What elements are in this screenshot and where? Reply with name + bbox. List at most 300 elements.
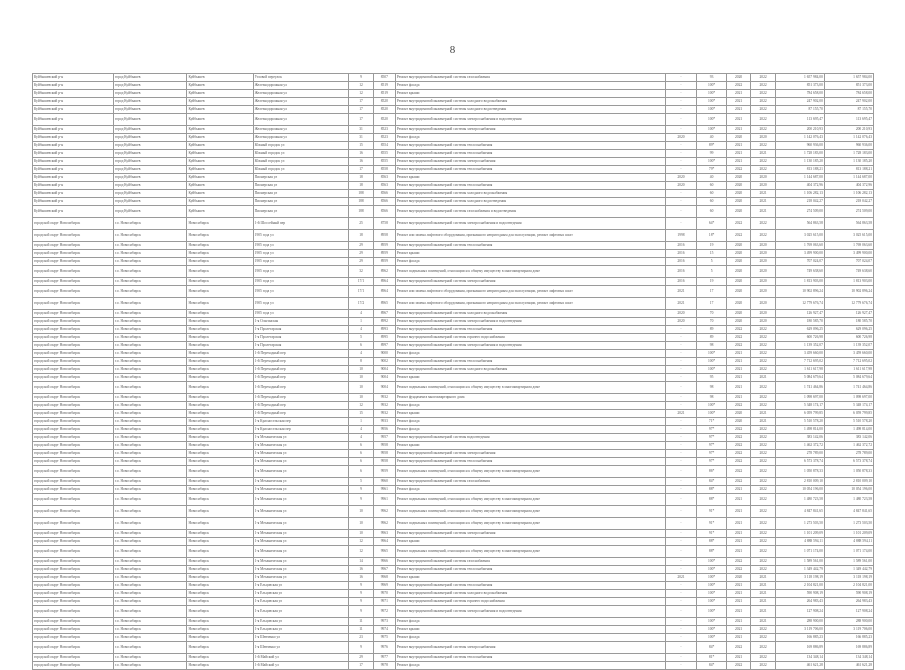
city-cell: Новосибирск [187,258,253,266]
municipality-cell: Куйбышевский р-н [33,142,114,150]
object-code-cell: 9961 [373,494,395,506]
city-cell: Новосибирск [187,434,253,442]
total-cost-cell: 10 902 896,24 [775,286,824,298]
city-cell: Новосибирск [187,618,253,626]
total-cost-cell: 3 119 706,00 [775,626,824,634]
settlement-cell: город Куйбышев [113,74,187,82]
municipality-cell: городской округ Новосибирск [33,310,114,318]
city-cell: Куйбышев [187,142,253,150]
house-number-cell: 5 [349,334,374,342]
work-type-cell: Ремонт подвальных помещений, относящихся к общему имуществу в многоквартирном доме [395,382,665,394]
municipality-cell: городской округ Новосибирск [33,634,114,642]
wear-percent-cell: 17 [697,286,726,298]
settlement-cell: г.о. Новосибирск [113,258,187,266]
municipality-cell: городской округ Новосибирск [33,654,114,662]
end-year-cell: 2022 [751,402,776,410]
commission-year-cell: - [665,518,697,530]
end-year-cell: 2021 [751,598,776,606]
municipality-cell: городской округ Новосибирск [33,518,114,530]
settlement-cell: г.о. Новосибирск [113,566,187,574]
street-cell: Железнодорожная ул [253,82,349,90]
street-cell: 1-я Механическая ул [253,450,349,458]
total-cost-cell: 1 657 984,00 [775,74,824,82]
municipality-cell: Куйбышевский р-н [33,158,114,166]
city-cell: Новосибирск [187,606,253,618]
end-year-cell: 2022 [751,142,776,150]
object-code-cell: 9962 [373,518,395,530]
house-number-cell: 29 [349,654,374,662]
end-year-cell: 2022 [751,654,776,662]
total-cost-cell: 6 573 378,74 [775,458,824,466]
table-row [33,74,874,82]
total-cost-cell: 288 900,00 [775,618,824,626]
total-cost-cell: 1 769 063,60 [775,242,824,250]
commission-year-cell: - [665,546,697,558]
house-number-cell: 17/1 [349,286,374,298]
municipality-cell: городской округ Новосибирск [33,266,114,278]
total-cost-cell: 2 104 821,00 [775,582,824,590]
fund-cost-cell: 12 779 676,74 [824,298,873,310]
settlement-cell: г.о. Новосибирск [113,394,187,402]
municipality-cell: городской округ Новосибирск [33,230,114,242]
house-number-cell: 9 [349,74,374,82]
commission-year-cell: - [665,418,697,426]
start-year-cell: 2022 [726,166,751,174]
house-number-cell: 12 [349,90,374,98]
commission-year-cell: - [665,598,697,606]
start-year-cell: 2021 [726,606,751,618]
end-year-cell: 2022 [751,394,776,402]
fund-cost-cell: 1 589 561,00 [824,558,873,566]
settlement-cell: город Куйбышев [113,126,187,134]
commission-year-cell: - [665,90,697,98]
object-code-cell: 9002 [373,358,395,366]
municipality-cell: городской округ Новосибирск [33,242,114,250]
table-row [33,374,874,382]
object-code-cell: 8959 [373,242,395,250]
work-type-cell: Ремонт внутридомовой инженерной системы теплоснабжения [395,150,665,158]
wear-percent-cell: 86* [697,466,726,478]
street-cell: 1-я Шевченко ул [253,634,349,642]
wear-percent-cell: 97* [697,442,726,450]
fund-cost-cell: 127 908,24 [824,606,873,618]
fund-cost-cell: 113 695,47 [824,114,873,126]
municipality-cell: городской округ Новосибирск [33,582,114,590]
house-number-cell: 17 [349,98,374,106]
street-cell: Угловой переулок [253,74,349,82]
total-cost-cell: 247 902,00 [775,98,824,106]
total-cost-cell: 784 658,00 [775,90,824,98]
page-number: 8 [449,44,456,56]
fund-cost-cell: 1 657 984,00 [824,74,873,82]
municipality-cell: Куйбышевский р-н [33,174,114,182]
commission-year-cell: - [665,618,697,626]
total-cost-cell: 264 983,43 [775,598,824,606]
table-row [33,626,874,634]
start-year-cell: 2021 [726,598,751,606]
end-year-cell: 2022 [751,530,776,538]
end-year-cell: 2022 [751,558,776,566]
commission-year-cell: - [665,98,697,106]
wear-percent-cell: 99 [697,150,726,158]
settlement-cell: г.о. Новосибирск [113,634,187,642]
work-type-cell: Ремонт внутридомовой инженерной системы газоснабжения и водоотведения [395,206,665,218]
house-number-cell: 1 [349,418,374,426]
municipality-cell: городской округ Новосибирск [33,662,114,670]
object-code-cell: 9933 [373,418,395,426]
street-cell: 1905 года ул [253,298,349,310]
settlement-cell: г.о. Новосибирск [113,350,187,358]
total-cost-cell: 12 779 676,74 [775,298,824,310]
settlement-cell: город Куйбышев [113,190,187,198]
house-number-cell: 17/2 [349,298,374,310]
house-number-cell: 16 [349,150,374,158]
table-row [33,642,874,654]
street-cell: Южный городок ул [253,166,349,174]
object-code-cell: 9967 [373,566,395,574]
work-type-cell: Ремонт или замена лифтового оборудования, признанного непригодным для эксплуатации, ремонт лифтовых шахт [395,230,665,242]
work-type-cell: Ремонт подвальных помещений, относящихся к общему имуществу в многоквартирном доме [395,494,665,506]
settlement-cell: г.о. Новосибирск [113,606,187,618]
city-cell: Куйбышев [187,98,253,106]
fund-cost-cell: 288 900,00 [824,618,873,626]
city-cell: Куйбышев [187,174,253,182]
object-code-cell: 9004 [373,366,395,374]
settlement-cell: г.о. Новосибирск [113,442,187,450]
house-number-cell: 9 [349,494,374,506]
table-row [33,106,874,114]
municipality-cell: Куйбышевский р-н [33,198,114,206]
house-number-cell: 12 [349,402,374,410]
street-cell: 1-й Переходный пер [253,358,349,366]
street-cell: Железнодорожная ул [253,126,349,134]
city-cell: Новосибирск [187,278,253,286]
fund-cost-cell: 218 042,27 [824,198,873,206]
house-number-cell: 4 [349,434,374,442]
municipality-cell: городской округ Новосибирск [33,394,114,402]
end-year-cell: 2021 [751,374,776,382]
street-cell: 1-я Шевченко ул [253,642,349,654]
fund-cost-cell: 749 638,60 [824,266,873,278]
settlement-cell: г.о. Новосибирск [113,358,187,366]
table-row [33,458,874,466]
house-number-cell: 4 [349,326,374,334]
table-row [33,190,874,198]
settlement-cell: г.о. Новосибирск [113,218,187,230]
total-cost-cell: 3 459 660,00 [775,350,824,358]
fund-cost-cell: 461 621,28 [824,662,873,670]
municipality-cell: городской округ Новосибирск [33,258,114,266]
end-year-cell: 2022 [751,326,776,334]
wear-percent-cell: 60 [697,182,726,190]
wear-percent-cell: 100* [697,582,726,590]
municipality-cell: городской округ Новосибирск [33,298,114,310]
fund-cost-cell: 1 106 282,13 [824,190,873,198]
start-year-cell: 2020 [726,134,751,142]
table-row [33,326,874,334]
wear-percent-cell: 100* [697,626,726,634]
settlement-cell: г.о. Новосибирск [113,642,187,654]
fund-cost-cell: 784 658,00 [824,90,873,98]
end-year-cell: 2022 [751,366,776,374]
total-cost-cell: 3 118 198,19 [775,574,824,582]
object-code-cell: 9971 [373,598,395,606]
settlement-cell: город Куйбышев [113,90,187,98]
wear-percent-cell: 64* [697,218,726,230]
wear-percent-cell: 19 [697,242,726,250]
wear-percent-cell: 98 [697,394,726,402]
object-code-cell: 8558 [373,166,395,174]
object-code-cell: 9963 [373,530,395,538]
fund-cost-cell: 87 155,70 [824,106,873,114]
work-type-cell: Ремонт внутридомовой инженерной системы теплоснабжения [395,182,665,190]
start-year-cell: 2022 [726,662,751,670]
work-type-cell: Ремонт крыши [395,250,665,258]
total-cost-cell: 1 349 442,79 [775,566,824,574]
city-cell: Новосибирск [187,366,253,374]
street-cell: 1-я Ельцовская ул [253,590,349,598]
start-year-cell: 2022 [726,558,751,566]
wear-percent-cell: 91* [697,518,726,530]
house-number-cell: 5 [349,478,374,486]
municipality-cell: городской округ Новосибирск [33,494,114,506]
start-year-cell: 2022 [726,450,751,458]
object-code-cell: 8566 [373,198,395,206]
municipality-cell: городской округ Новосибирск [33,566,114,574]
street-cell: Пионерская ул [253,206,349,218]
start-year-cell: 2021 [726,158,751,166]
wear-percent-cell: 18* [697,230,726,242]
table-row [33,442,874,450]
wear-percent-cell: 89 [697,326,726,334]
work-type-cell: Ремонт внутридомовой инженерной системы горячего водоснабжения [395,598,665,606]
table-row [33,142,874,150]
fund-cost-cell: 5 348 174,17 [824,402,873,410]
object-code-cell: 9932 [373,394,395,402]
end-year-cell: 2022 [751,114,776,126]
city-cell: Новосибирск [187,358,253,366]
house-number-cell: 188 [349,198,374,206]
total-cost-cell: 5 084 679,64 [775,374,824,382]
start-year-cell: 2021 [726,494,751,506]
end-year-cell: 2020 [751,286,776,298]
commission-year-cell: 2020 [665,182,697,190]
wear-percent-cell: 100* [697,606,726,618]
table-row [33,506,874,518]
commission-year-cell: 2016 [665,250,697,258]
total-cost-cell: 87 155,70 [775,106,824,114]
table-row [33,126,874,134]
city-cell: Новосибирск [187,546,253,558]
total-cost-cell: 600 726,98 [775,334,824,342]
total-cost-cell: 7 712 695,02 [775,358,824,366]
start-year-cell: 2022 [726,402,751,410]
start-year-cell: 2020 [726,410,751,418]
city-cell: Новосибирск [187,310,253,318]
object-code-cell: 8554 [373,142,395,150]
commission-year-cell: - [665,402,697,410]
fund-cost-cell: 2 810 009,10 [824,478,873,486]
city-cell: Новосибирск [187,582,253,590]
fund-cost-cell: 404 372,96 [824,182,873,190]
start-year-cell: 2022 [726,334,751,342]
wear-percent-cell: 100* [697,618,726,626]
city-cell: Куйбышев [187,74,253,82]
total-cost-cell: 278 789,00 [775,450,824,458]
table-row [33,558,874,566]
wear-percent-cell: 100* [697,98,726,106]
total-cost-cell: 1 098 697,00 [775,394,824,402]
work-type-cell: Ремонт внутридомовой инженерной системы электроснабжения [395,278,665,286]
object-code-cell: 8964 [373,278,395,286]
street-cell: 1-й Майский ул [253,654,349,662]
work-type-cell: Ремонт внутридомовой инженерной системы холодного водоснабжения [395,310,665,318]
house-number-cell: 11 [349,618,374,626]
object-code-cell: 8962 [373,266,395,278]
table-row [33,538,874,546]
work-type-cell: Ремонт внутридомовой инженерной системы теплоснабжения [395,566,665,574]
start-year-cell: 2021 [726,626,751,634]
table-row [33,174,874,182]
fund-cost-cell: 813 188,21 [824,166,873,174]
commission-year-cell: - [665,326,697,334]
end-year-cell: 2022 [751,442,776,450]
work-type-cell: Ремонт внутридомовой инженерной системы электроснабжения [395,158,665,166]
object-code-cell: 9004 [373,382,395,394]
city-cell: Новосибирск [187,250,253,258]
work-type-cell: Ремонт внутридомовой инженерной системы холодного водоснабжения [395,98,665,106]
fund-cost-cell: 264 983,43 [824,598,873,606]
object-code-cell: 8967 [373,310,395,318]
wear-percent-cell: 91* [697,506,726,518]
street-cell: 1-я Ельцовская ул [253,606,349,618]
house-number-cell: 14 [349,558,374,566]
wear-percent-cell: 100* [697,350,726,358]
city-cell: Куйбышев [187,182,253,190]
table-body [33,74,874,670]
start-year-cell: 2022 [726,326,751,334]
total-cost-cell: 113 695,47 [775,114,824,126]
start-year-cell: 2020 [726,310,751,318]
object-code-cell: 9976 [373,642,395,654]
work-type-cell: Ремонт фасада [395,618,665,626]
table-row [33,450,874,458]
work-type-cell: Ремонт фасада [395,418,665,426]
street-cell: 1-й Майский ул [253,662,349,670]
object-code-cell: 8566 [373,206,395,218]
fund-cost-cell: 1 050 878,33 [824,466,873,478]
end-year-cell: 2022 [751,82,776,90]
street-cell: 1-я Пролетарская [253,342,349,350]
wear-percent-cell: 91* [697,530,726,538]
city-cell: Новосибирск [187,598,253,606]
settlement-cell: город Куйбышев [113,150,187,158]
settlement-cell: г.о. Новосибирск [113,410,187,418]
table-row [33,182,874,190]
wear-percent-cell: 100* [697,566,726,574]
wear-percent-cell: 100* [697,598,726,606]
municipality-cell: городской округ Новосибирск [33,434,114,442]
street-cell: 1-я Механическая ул [253,546,349,558]
commission-year-cell: - [665,442,697,450]
table-row [33,654,874,662]
city-cell: Куйбышев [187,82,253,90]
municipality-cell: Куйбышевский р-н [33,150,114,158]
fund-cost-cell: 851 373,00 [824,82,873,90]
work-type-cell: Ремонт внутридомовой инженерной системы газоснабжения [395,478,665,486]
start-year-cell: 2021 [726,358,751,366]
street-cell: Южный городок ул [253,150,349,158]
work-type-cell: Ремонт внутридомовой инженерной системы электроснабжения [395,126,665,134]
street-cell: 1905 года ул [253,258,349,266]
total-cost-cell: 404 372,96 [775,182,824,190]
house-number-cell: 4 [349,426,374,434]
municipality-cell: городской округ Новосибирск [33,626,114,634]
municipality-cell: Куйбышевский р-н [33,106,114,114]
work-type-cell: Ремонт внутридомовой инженерной системы теплоснабжения [395,582,665,590]
municipality-cell: городской округ Новосибирск [33,218,114,230]
total-cost-cell: 590 908,19 [775,590,824,598]
municipality-cell: городской округ Новосибирск [33,382,114,394]
city-cell: Новосибирск [187,466,253,478]
work-type-cell: Ремонт подвальных помещений, относящихся к общему имуществу в многоквартирном доме [395,518,665,530]
table-row [33,590,874,598]
total-cost-cell: 1 142 076,43 [775,134,824,142]
commission-year-cell: - [665,590,697,598]
street-cell: Железнодорожная ул [253,134,349,142]
city-cell: Новосибирск [187,326,253,334]
work-type-cell: Ремонт внутридомовой инженерной системы холодного водоснабжения [395,366,665,374]
wear-percent-cell: 84* [697,662,726,670]
end-year-cell: 2022 [751,486,776,494]
end-year-cell: 2022 [751,426,776,434]
fund-cost-cell: 1 139 352,07 [824,342,873,350]
work-type-cell: Ремонт внутридомовой инженерной системы теплоснабжения [395,358,665,366]
street-cell: 1-я Механическая ул [253,494,349,506]
table-row [33,402,874,410]
wear-percent-cell: 70 [697,318,726,326]
end-year-cell: 2022 [751,642,776,654]
start-year-cell: 2021 [726,150,751,158]
municipality-cell: городской округ Новосибирск [33,366,114,374]
municipality-cell: городской округ Новосибирск [33,538,114,546]
fund-cost-cell: 1 142 076,43 [824,134,873,142]
city-cell: Новосибирск [187,394,253,402]
municipality-cell: Куйбышевский р-н [33,98,114,106]
object-code-cell: 8997 [373,342,395,350]
total-cost-cell: 1 611 617,98 [775,366,824,374]
end-year-cell: 2022 [751,334,776,342]
house-number-cell: 25 [349,218,374,230]
city-cell: Новосибирск [187,218,253,230]
table-row [33,258,874,266]
work-type-cell: Ремонт внутридомовой инженерной системы электроснабжения и водоотведения [395,342,665,350]
settlement-cell: г.о. Новосибирск [113,626,187,634]
total-cost-cell: 126 927,47 [775,310,824,318]
wear-percent-cell: 60 [697,206,726,218]
street-cell: Пионерская ул [253,198,349,206]
table-row [33,434,874,442]
settlement-cell: г.о. Новосибирск [113,250,187,258]
fund-cost-cell: 1 101 209,09 [824,530,873,538]
object-code-cell: 9957 [373,434,395,442]
start-year-cell: 2021 [726,366,751,374]
street-cell: 1-я Механическая ул [253,458,349,466]
end-year-cell: 2022 [751,90,776,98]
municipality-cell: городской округ Новосибирск [33,598,114,606]
street-cell: Железнодорожная ул [253,114,349,126]
total-cost-cell: 127 908,24 [775,606,824,618]
